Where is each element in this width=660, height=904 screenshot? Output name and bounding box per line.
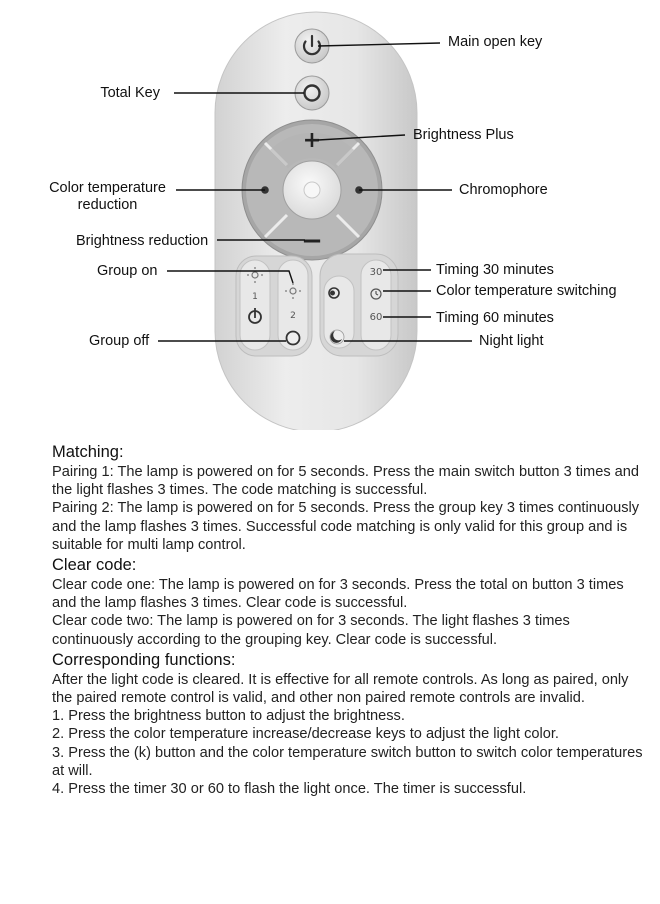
pairing-1-text: Pairing 1: The lamp is powered on for 5 seconds. Press the main switch button 3 times and the light flashes 3 times. The code matching is successful. xyxy=(52,464,640,499)
minus-glyph: − xyxy=(301,226,323,256)
center-button[interactable] xyxy=(283,161,341,219)
label-color-temperature-reduction xyxy=(40,180,175,214)
label-total-key: Total Key xyxy=(100,85,160,101)
label-line: Color temperature xyxy=(49,180,166,196)
label-timing-60: Timing 60 minutes xyxy=(436,310,554,326)
label-timing-30: Timing 30 minutes xyxy=(436,262,554,278)
matching-heading: Matching: xyxy=(52,443,124,461)
group-2-label: 2 xyxy=(290,311,296,321)
function-item-1: 1. Press the brightness button to adjust the brightness. xyxy=(52,708,405,725)
label-group-off: Group off xyxy=(89,333,150,349)
instructions-text xyxy=(52,441,652,798)
label-color-temperature-switching: Color temperature switching xyxy=(436,283,617,299)
pairing-2-text: Pairing 2: The lamp is powered on for 5 seconds. Press the group key 3 times continuously and the lamp flashes 3 times. Successful code matching is only valid for this group and is suitable for multi lamp control. xyxy=(52,500,640,553)
label-night-light: Night light xyxy=(479,333,544,349)
function-item-3: 3. Press the (k) button and the color temperature switch button to switch color temperatures at will. xyxy=(52,744,643,779)
functions-intro-text: After the light code is cleared. It is effective for all remote controls. As long as paired, only the paired remote control is valid, and other non paired remote controls are invalid. xyxy=(52,671,629,707)
clear-code-heading: Clear code: xyxy=(52,556,137,575)
group-off-button[interactable] xyxy=(287,332,300,345)
brightness-reduction-button[interactable] xyxy=(301,226,323,256)
label-brightness-plus: Brightness Plus xyxy=(413,127,514,143)
plus-glyph: + xyxy=(302,128,322,153)
timer-30-button[interactable]: 30 xyxy=(369,267,383,278)
label-group-on: Group on xyxy=(97,263,158,279)
label-brightness-reduction: Brightness reduction xyxy=(76,233,209,249)
remote-illustration xyxy=(0,0,660,430)
clear-code-one-text: Clear code one: The lamp is powered on for 3 seconds. Press the total on button 3 times and the lamp flashes 3 times. Clear code is successful. xyxy=(52,577,624,612)
clear-code-two-text: Clear code two: The lamp is powered on for 3 seconds. The light flashes 3 times continuously according to the grouping key. Clear code is successful. xyxy=(52,613,570,648)
night-light-button[interactable] xyxy=(330,330,344,344)
remote-control-diagram xyxy=(0,0,660,430)
group-1-label: 1 xyxy=(252,292,258,302)
function-item-4: 4. Press the timer 30 or 60 to flash the light once. The timer is successful. xyxy=(52,781,527,798)
label-line: reduction xyxy=(77,197,138,213)
label-chromophore: Chromophore xyxy=(459,182,548,198)
functions-heading: Corresponding functions: xyxy=(52,650,236,669)
timer-60-button[interactable]: 60 xyxy=(369,312,383,323)
label-main-open-key: Main open key xyxy=(448,34,543,50)
function-item-2: 2. Press the color temperature increase/decrease keys to adjust the light color. xyxy=(52,726,559,743)
